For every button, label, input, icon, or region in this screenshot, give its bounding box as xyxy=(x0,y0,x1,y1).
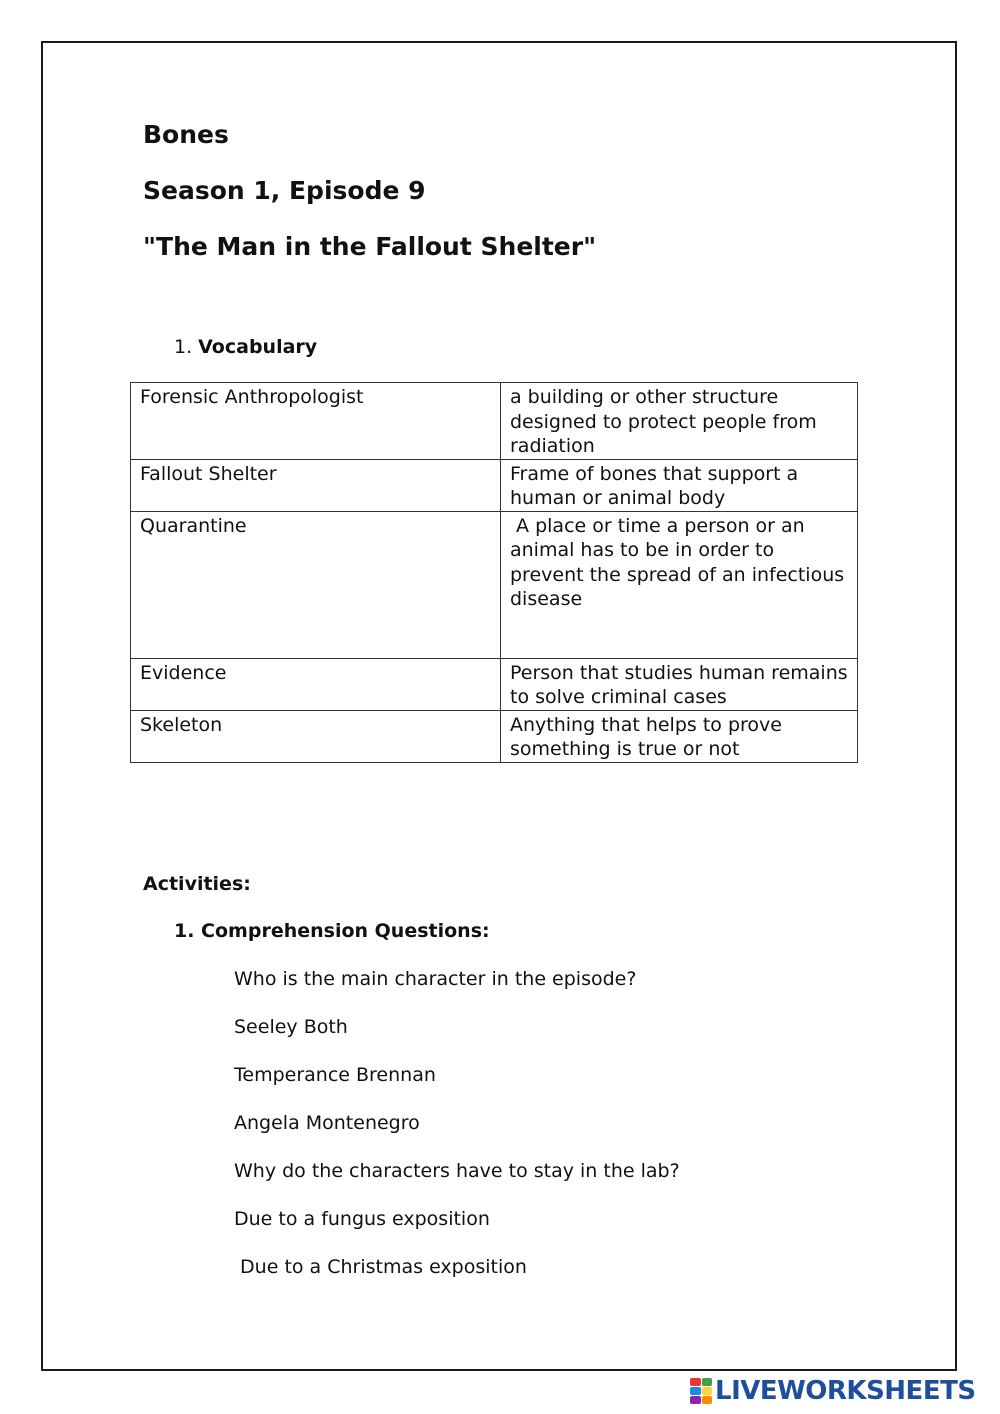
definition-cell: Frame of bones that support a human or animal body xyxy=(501,459,858,511)
definition-cell: a building or other structure designed to protect people from radiation xyxy=(501,383,858,460)
table-row xyxy=(131,383,858,460)
show-title: Bones xyxy=(143,120,229,149)
definition-cell: A place or time a person or an animal has to be in order to prevent the spread of an infectious disease xyxy=(501,511,858,658)
term-cell: Skeleton xyxy=(131,710,501,762)
question-text: Who is the main character in the episode? xyxy=(234,968,637,990)
definition-cell: Anything that helps to prove something is true or not xyxy=(501,710,858,762)
table-row xyxy=(131,511,858,658)
table-row xyxy=(131,459,858,511)
liveworksheets-logo[interactable] xyxy=(690,1376,976,1406)
logo-text: LIVEWORKSHEETS xyxy=(715,1376,976,1406)
logo-blocks-icon xyxy=(690,1378,712,1404)
table-row xyxy=(131,658,858,710)
episode-title: "The Man in the Fallout Shelter" xyxy=(143,232,597,261)
comprehension-heading: 1. Comprehension Questions: xyxy=(174,920,490,942)
activities-heading: Activities: xyxy=(143,873,251,895)
term-cell: Quarantine xyxy=(131,511,501,658)
answer-option[interactable]: Seeley Both xyxy=(234,1016,348,1038)
answer-option[interactable]: Due to a Christmas exposition xyxy=(234,1256,527,1278)
table-row xyxy=(131,710,858,762)
answer-option[interactable]: Angela Montenegro xyxy=(234,1112,420,1134)
definition-cell: Person that studies human remains to solve criminal cases xyxy=(501,658,858,710)
answer-option[interactable]: Temperance Brennan xyxy=(234,1064,436,1086)
answer-option[interactable]: Due to a fungus exposition xyxy=(234,1208,490,1230)
term-cell: Fallout Shelter xyxy=(131,459,501,511)
vocabulary-table xyxy=(130,382,858,763)
episode-number: Season 1, Episode 9 xyxy=(143,176,426,205)
term-cell: Evidence xyxy=(131,658,501,710)
vocabulary-heading xyxy=(174,336,317,358)
vocabulary-label: Vocabulary xyxy=(198,336,318,358)
question-text: Why do the characters have to stay in the lab? xyxy=(234,1160,680,1182)
vocabulary-number: 1. xyxy=(174,336,193,358)
term-cell: Forensic Anthropologist xyxy=(131,383,501,460)
